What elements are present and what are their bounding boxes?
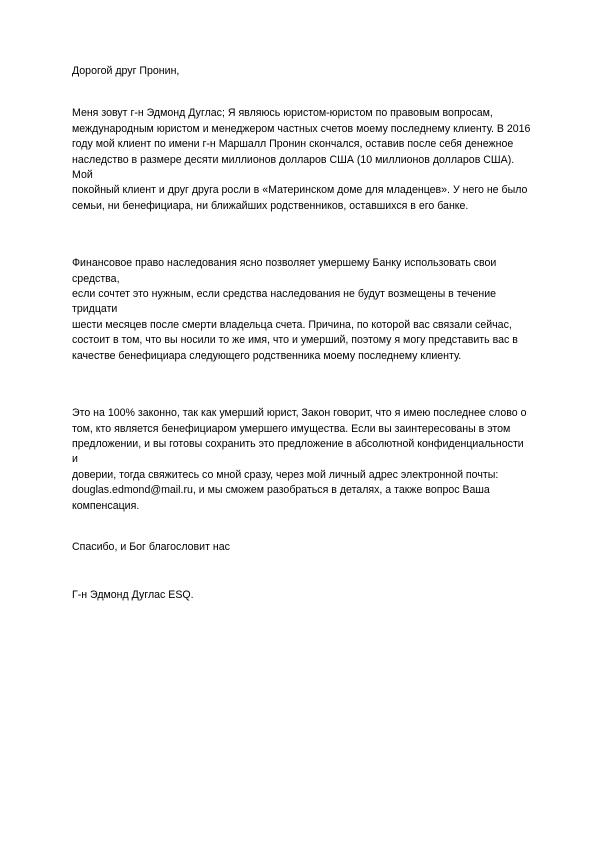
letter-greeting: Дорогой друг Пронин, [72,65,180,77]
letter-paragraph-3: Это на 100% законно, так как умерший юрист, Закон говорит, что я имею последнее слово о том, кто является бенефициаром умершего имущества. Если вы заинтересованы в этом предложении, и вы готовы сохранить это предложение в абсолютной конфиденциальности и доверии, тогда свяжитесь со мной сразу, через мой личный адрес электронной почты: douglas.edmond@mail.ru, и мы сможем разобраться в деталях, а также вопрос Ваша компенсация. [72,407,527,512]
letter-page [72,64,532,604]
letter-closing: Спасибо, и Бог благословит нас [72,540,230,553]
letter-signature: Г-н Эдмонд Дуглас ESQ. [72,589,194,602]
letter-paragraph-2: Финансовое право наследования ясно позволяет умершему Банку использовать свои средства, если сочтет это нужным, если средства наследования не будут возмещены в течение тридцати шести месяцев после смерти владельца счета. Причина, по которой вас связали сейчас, состоит в том, что вы носили то же имя, что и умерший, поэтому я могу представить вас в качестве бенефициара следующего родственника моему последнему клиенту. [72,257,518,362]
letter-paragraph-1: Меня зовут г-н Эдмонд Дуглас; Я являюсь юристом-юристом по правовым вопросам, международным юристом и менеджером частных счетов моему последнему клиенту. В 2016 году мой клиент по имени г-н Маршалл Пронин скончался, оставив после себя денежное наследство в размере десяти миллионов долларов США (10 миллионов долларов США). Мой покойный клиент и друг друга росли в «Материнском доме для младенцев». У него не было семьи, ни бенефициара, ни ближайших родственников, оставшихся в его банке. [72,107,531,212]
